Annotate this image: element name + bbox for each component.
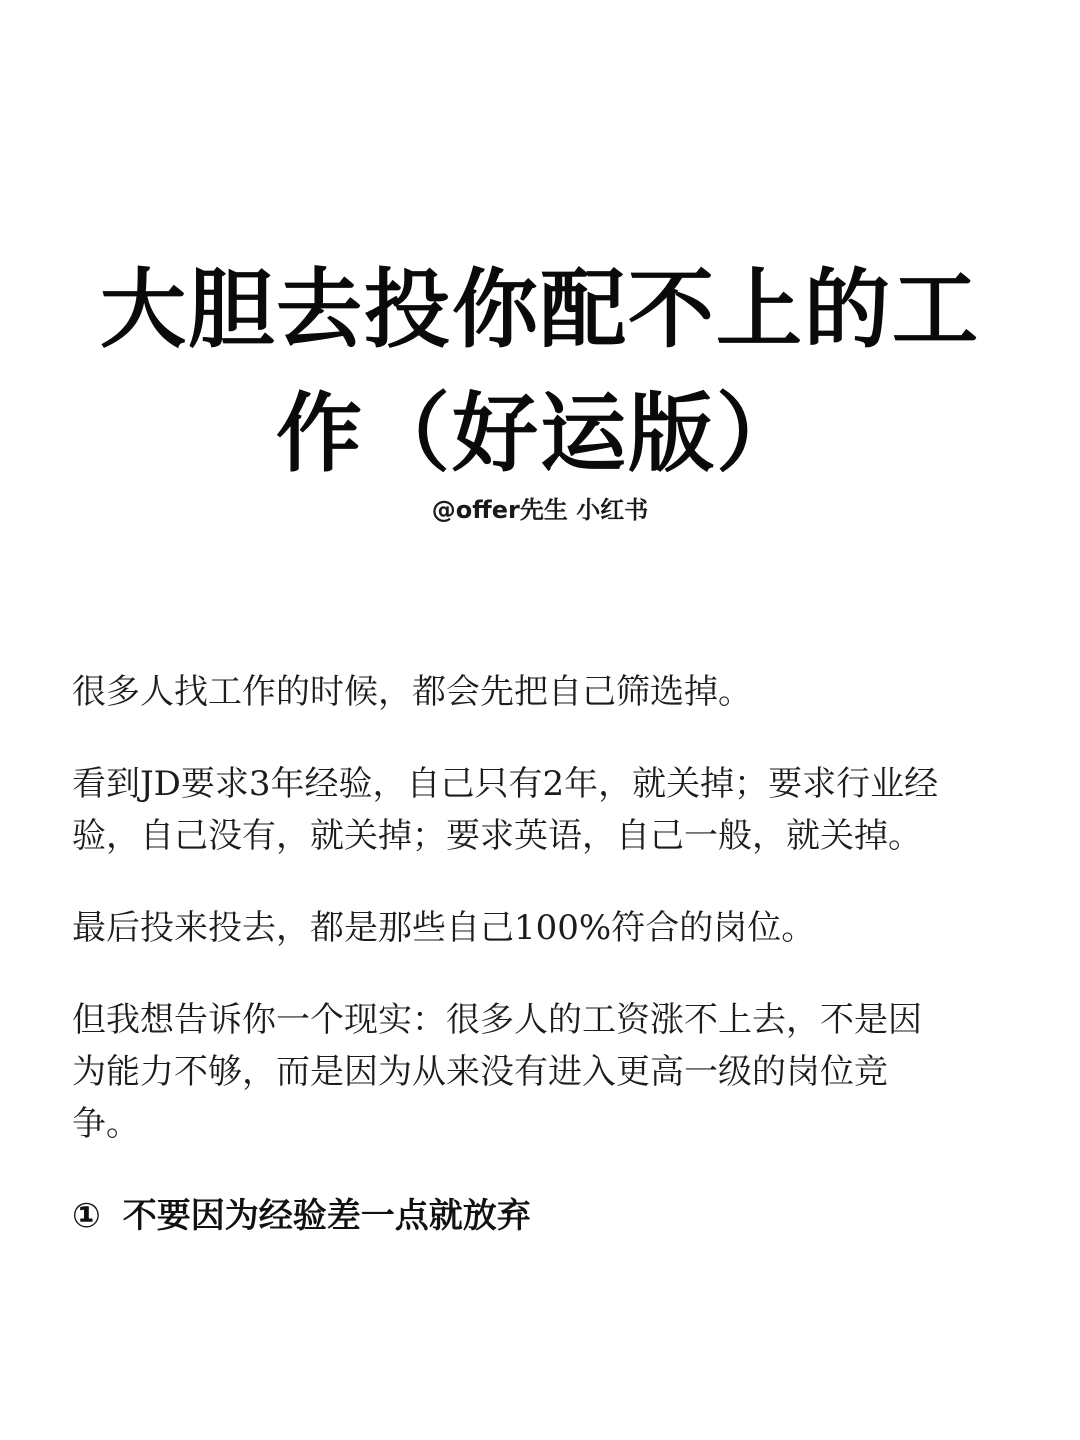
post-title — [60, 248, 1020, 496]
title-line-1: 大胆去投你配不上的工 — [100, 260, 980, 360]
section-heading — [72, 1190, 1002, 1242]
author-watermark: @offer先生 小红书 — [431, 496, 649, 524]
section-number: ① — [72, 1196, 101, 1236]
paragraph-2: 看到JD要求3年经验，自己只有2年，就关掉；要求行业经 验，自己没有，就关掉；要求英语，自己一般，就关掉。 — [72, 764, 939, 856]
paragraph-1: 很多人找工作的时候，都会先把自己筛选掉。 — [72, 672, 752, 712]
paragraph-4: 但我想告诉你一个现实：很多人的工资涨不上去，不是因 为能力不够，而是因为从来没有进入更高一级的岗位竞 争。 — [72, 1000, 922, 1144]
title-line-2: 作（好运版） — [276, 384, 804, 484]
paragraph-3: 最后投来投去，都是那些自己100%符合的岗位。 — [72, 908, 816, 948]
section-heading-text: 不要因为经验差一点就放弃 — [122, 1196, 531, 1236]
post-body — [72, 666, 1002, 1242]
